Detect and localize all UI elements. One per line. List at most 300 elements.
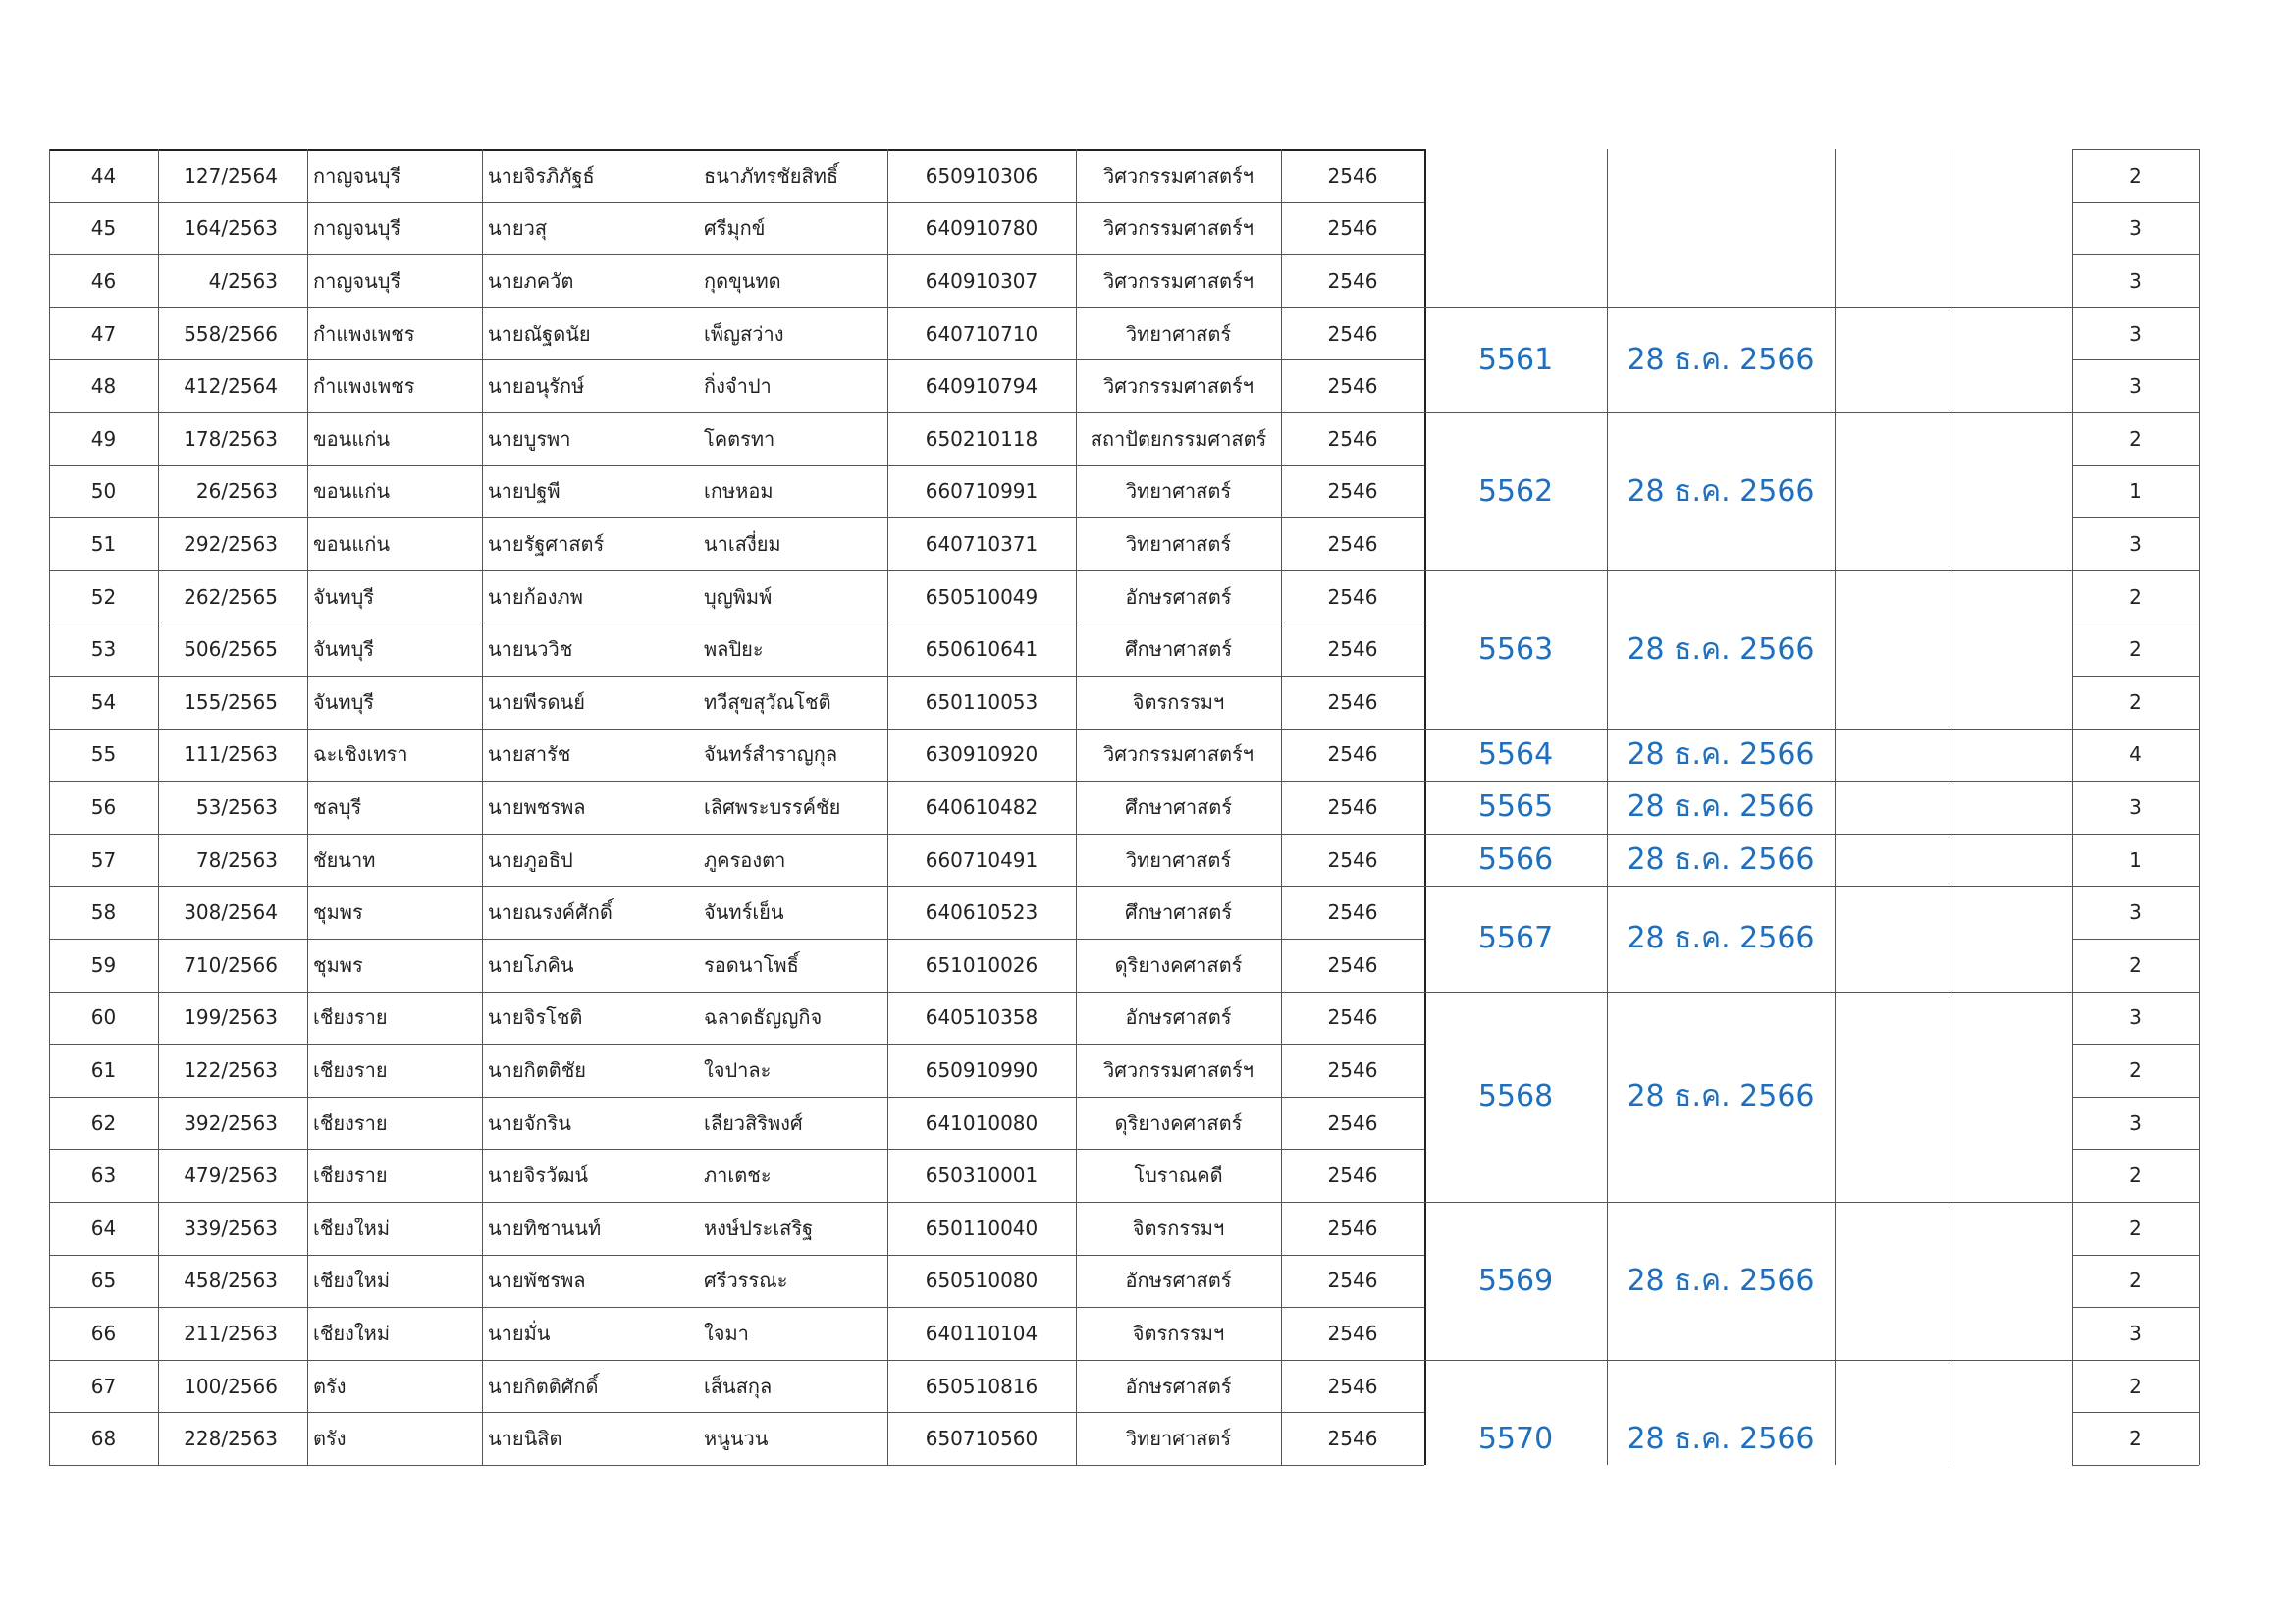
last-name-cell: กิ่งจำปา — [704, 374, 772, 399]
row-number: 49 — [90, 426, 117, 451]
row-line — [2072, 729, 2199, 730]
last-name-cell: ใจปาละ — [704, 1057, 772, 1082]
first-name-cell: นายภูอธิป — [488, 847, 573, 872]
year-cell: 2546 — [1327, 163, 1378, 188]
count-cell: 3 — [2129, 216, 2142, 241]
province-cell: ขอนแก่น — [313, 531, 391, 556]
row-number: 64 — [90, 1216, 117, 1240]
ref-cell: 78/2563 — [195, 847, 278, 872]
province-cell: ชลบุรี — [313, 794, 362, 819]
province-cell: ตรัง — [313, 1427, 347, 1451]
faculty-cell: อักษรศาสตร์ — [1125, 1374, 1232, 1398]
year-cell: 2546 — [1327, 742, 1378, 767]
row-line — [49, 307, 1424, 308]
student-id-cell: 640510358 — [925, 1005, 1039, 1030]
year-cell: 2546 — [1327, 1216, 1378, 1240]
last-name-cell: ศรีวรรณะ — [704, 1269, 788, 1293]
faculty-cell: วิศวกรรมศาสตร์ฯ — [1102, 1057, 1255, 1082]
student-id-cell: 650310001 — [925, 1164, 1039, 1188]
table-top-border — [49, 149, 1424, 151]
year-cell: 2546 — [1327, 1110, 1378, 1135]
row-number: 68 — [90, 1427, 117, 1451]
row-number: 59 — [90, 952, 117, 977]
first-name-cell: นายบูรพา — [488, 426, 571, 451]
student-id-cell: 640910307 — [925, 268, 1039, 293]
row-line — [2072, 1307, 2199, 1308]
faculty-cell: ดุริยางคศาสตร์ — [1114, 952, 1243, 977]
count-cell: 2 — [2129, 1374, 2142, 1398]
faculty-cell: วิทยาศาสตร์ — [1125, 321, 1232, 346]
province-cell: ชัยนาท — [313, 847, 376, 872]
first-name-cell: นายวสุ — [488, 216, 548, 241]
row-line — [2072, 1412, 2199, 1413]
row-line — [49, 729, 1424, 730]
faculty-cell: จิตรกรรมฯ — [1132, 689, 1225, 714]
first-name-cell: นายจิรโชติ — [488, 1005, 583, 1030]
faculty-cell: โบราณคดี — [1134, 1164, 1223, 1188]
column-line — [1835, 149, 1836, 1465]
count-cell: 2 — [2129, 584, 2142, 609]
row-line — [2072, 465, 2199, 466]
province-cell: ชุมพร — [313, 900, 363, 925]
register-number: 5562 — [1477, 473, 1554, 509]
student-id-cell: 650910306 — [925, 163, 1039, 188]
ref-cell: 292/2563 — [184, 531, 278, 556]
student-id-cell: 640710371 — [925, 531, 1039, 556]
last-name-cell: บุญพิมพ์ — [704, 584, 773, 609]
student-id-cell: 641010080 — [925, 1110, 1039, 1135]
year-cell: 2546 — [1327, 847, 1378, 872]
student-id-cell: 640910780 — [925, 216, 1039, 241]
row-number: 44 — [90, 163, 117, 188]
ref-cell: 111/2563 — [184, 742, 278, 767]
row-line — [2072, 359, 2199, 360]
count-cell: 2 — [2129, 637, 2142, 662]
student-id-cell: 640610523 — [925, 900, 1039, 925]
ref-cell: 4/2563 — [208, 268, 278, 293]
student-id-cell: 650710560 — [925, 1427, 1039, 1451]
faculty-cell: อักษรศาสตร์ — [1125, 1005, 1232, 1030]
province-cell: จันทบุรี — [313, 689, 375, 714]
row-line — [2072, 570, 2199, 571]
year-cell: 2546 — [1327, 794, 1378, 819]
count-cell: 2 — [2129, 426, 2142, 451]
group-line — [1424, 1360, 2072, 1361]
register-date: 28 ธ.ค. 2566 — [1627, 736, 1815, 772]
year-cell: 2546 — [1327, 900, 1378, 925]
province-cell: ตรัง — [313, 1374, 347, 1398]
province-cell: ชุมพร — [313, 952, 363, 977]
first-name-cell: นายพชรพล — [488, 794, 586, 819]
row-line — [49, 1465, 1424, 1466]
row-line — [2072, 412, 2199, 413]
column-line — [2072, 149, 2073, 1465]
faculty-cell: ศึกษาศาสตร์ — [1124, 794, 1233, 819]
count-cell: 3 — [2129, 1110, 2142, 1135]
count-cell: 2 — [2129, 952, 2142, 977]
year-cell: 2546 — [1327, 1269, 1378, 1293]
faculty-cell: วิศวกรรมศาสตร์ฯ — [1102, 163, 1255, 188]
count-cell: 2 — [2129, 1216, 2142, 1240]
row-line — [2072, 992, 2199, 993]
ref-cell: 122/2563 — [184, 1057, 278, 1082]
student-id-cell: 650510049 — [925, 584, 1039, 609]
row-line — [49, 254, 1424, 255]
ref-cell: 479/2563 — [184, 1164, 278, 1188]
faculty-cell: วิศวกรรมศาสตร์ฯ — [1102, 742, 1255, 767]
row-line — [2072, 886, 2199, 887]
row-line — [2072, 202, 2199, 203]
student-id-cell: 650210118 — [925, 426, 1039, 451]
first-name-cell: นายสารัช — [488, 742, 571, 767]
first-name-cell: นายภควัต — [488, 268, 574, 293]
row-number: 57 — [90, 847, 117, 872]
row-line — [49, 570, 1424, 571]
faculty-cell: วิศวกรรมศาสตร์ฯ — [1102, 268, 1255, 293]
row-line — [49, 1412, 1424, 1413]
row-number: 66 — [90, 1321, 117, 1345]
province-cell: กาญจนบุรี — [313, 216, 401, 241]
province-cell: เชียงราย — [313, 1110, 388, 1135]
row-line — [49, 1255, 1424, 1256]
ref-cell: 26/2563 — [195, 479, 278, 504]
count-cell: 2 — [2129, 1057, 2142, 1082]
ref-cell: 199/2563 — [184, 1005, 278, 1030]
count-cell: 1 — [2129, 847, 2142, 872]
row-number: 48 — [90, 374, 117, 399]
last-name-cell: เพ็ญสว่าง — [704, 321, 784, 346]
first-name-cell: นายรัฐศาสตร์ — [488, 531, 605, 556]
student-id-cell: 650510080 — [925, 1269, 1039, 1293]
count-cell: 1 — [2129, 479, 2142, 504]
year-cell: 2546 — [1327, 1374, 1378, 1398]
year-cell: 2546 — [1327, 637, 1378, 662]
last-name-cell: ฉลาดธัญญกิจ — [704, 1005, 823, 1030]
register-number: 5568 — [1477, 1079, 1554, 1114]
student-id-cell: 650510816 — [925, 1374, 1039, 1398]
row-line — [49, 1044, 1424, 1045]
row-line — [49, 1097, 1424, 1098]
ref-cell: 127/2564 — [184, 163, 278, 188]
first-name-cell: นายโภคิน — [488, 952, 574, 977]
row-number: 58 — [90, 900, 117, 925]
count-cell: 3 — [2129, 531, 2142, 556]
row-number: 47 — [90, 321, 117, 346]
student-id-cell: 640610482 — [925, 794, 1039, 819]
row-line — [49, 202, 1424, 203]
count-cell: 2 — [2129, 1164, 2142, 1188]
last-name-cell: ศรีมุกข์ — [704, 216, 766, 241]
faculty-cell: สถาปัตยกรรมศาสตร์ — [1090, 426, 1267, 451]
student-id-cell: 640710710 — [925, 321, 1039, 346]
last-name-cell: รอดนาโพธิ์ — [704, 952, 799, 977]
last-name-cell: หงษ์ประเสริฐ — [704, 1216, 814, 1240]
first-name-cell: นายณรงค์ศักดิ์ — [488, 900, 613, 925]
row-line — [2072, 1465, 2199, 1466]
faculty-cell: อักษรศาสตร์ — [1125, 584, 1232, 609]
row-line — [49, 939, 1424, 940]
row-number: 63 — [90, 1164, 117, 1188]
faculty-cell: วิศวกรรมศาสตร์ฯ — [1102, 216, 1255, 241]
ref-cell: 155/2565 — [184, 689, 278, 714]
row-number: 60 — [90, 1005, 117, 1030]
province-cell: กาญจนบุรี — [313, 268, 401, 293]
last-name-cell: จันทร์เย็น — [704, 900, 784, 925]
ref-cell: 339/2563 — [184, 1216, 278, 1240]
province-cell: เชียงใหม่ — [313, 1321, 391, 1345]
count-cell: 2 — [2129, 1427, 2142, 1451]
ref-cell: 558/2566 — [184, 321, 278, 346]
year-cell: 2546 — [1327, 268, 1378, 293]
row-number: 65 — [90, 1269, 117, 1293]
register-date: 28 ธ.ค. 2566 — [1627, 1421, 1815, 1456]
last-name-cell: นาเสงี่ยม — [704, 531, 781, 556]
faculty-cell: จิตรกรรมฯ — [1132, 1216, 1225, 1240]
ref-cell: 53/2563 — [195, 794, 278, 819]
faculty-cell: จิตรกรรมฯ — [1132, 1321, 1225, 1345]
province-cell: ขอนแก่น — [313, 479, 391, 504]
register-number: 5563 — [1477, 631, 1554, 667]
year-cell: 2546 — [1327, 1164, 1378, 1188]
faculty-cell: วิศวกรรมศาสตร์ฯ — [1102, 374, 1255, 399]
row-line — [2072, 1360, 2199, 1361]
last-name-cell: หนูนวน — [704, 1427, 769, 1451]
province-cell: เชียงใหม่ — [313, 1216, 391, 1240]
row-line — [2072, 676, 2199, 677]
register-date: 28 ธ.ค. 2566 — [1627, 631, 1815, 667]
register-number: 5561 — [1477, 342, 1554, 377]
row-line — [49, 517, 1424, 518]
row-line — [2072, 307, 2199, 308]
column-line — [482, 149, 483, 1465]
ref-cell: 308/2564 — [184, 900, 278, 925]
province-cell: กำแพงเพชร — [313, 374, 415, 399]
year-cell: 2546 — [1327, 426, 1378, 451]
first-name-cell: นายจิรภิภัฐธ์ — [488, 163, 595, 188]
row-line — [49, 1149, 1424, 1150]
ref-cell: 228/2563 — [184, 1427, 278, 1451]
row-line — [49, 1360, 1424, 1361]
row-number: 52 — [90, 584, 117, 609]
ref-cell: 211/2563 — [184, 1321, 278, 1345]
row-line — [49, 992, 1424, 993]
register-number: 5564 — [1477, 736, 1554, 772]
year-cell: 2546 — [1327, 689, 1378, 714]
register-date: 28 ธ.ค. 2566 — [1627, 1263, 1815, 1298]
last-name-cell: เลิศพระบรรค์ชัย — [704, 794, 841, 819]
count-cell: 3 — [2129, 794, 2142, 819]
first-name-cell: นายกิตติชัย — [488, 1057, 586, 1082]
year-cell: 2546 — [1327, 479, 1378, 504]
row-line — [2072, 834, 2199, 835]
last-name-cell: เส็นสกุล — [704, 1374, 773, 1398]
row-line — [49, 359, 1424, 360]
row-line — [2072, 1044, 2199, 1045]
row-line — [49, 834, 1424, 835]
column-line — [49, 149, 50, 1465]
count-cell: 3 — [2129, 1321, 2142, 1345]
column-line — [1281, 149, 1282, 1465]
row-number: 61 — [90, 1057, 117, 1082]
register-date: 28 ธ.ค. 2566 — [1627, 921, 1815, 956]
ref-cell: 164/2563 — [184, 216, 278, 241]
ref-cell: 412/2564 — [184, 374, 278, 399]
year-cell: 2546 — [1327, 1427, 1378, 1451]
count-cell: 3 — [2129, 374, 2142, 399]
register-number: 5569 — [1477, 1263, 1554, 1298]
count-cell: 2 — [2129, 163, 2142, 188]
row-line — [2072, 517, 2199, 518]
ref-cell: 506/2565 — [184, 637, 278, 662]
row-line — [49, 465, 1424, 466]
province-cell: จันทบุรี — [313, 637, 375, 662]
first-name-cell: นายมั่น — [488, 1321, 551, 1345]
ref-cell: 100/2566 — [184, 1374, 278, 1398]
row-line — [2072, 254, 2199, 255]
count-cell: 3 — [2129, 1005, 2142, 1030]
first-name-cell: นายพีรดนย์ — [488, 689, 585, 714]
row-line — [49, 1307, 1424, 1308]
row-line — [2072, 149, 2199, 150]
year-cell: 2546 — [1327, 216, 1378, 241]
year-cell: 2546 — [1327, 952, 1378, 977]
last-name-cell: จันทร์สำราญกุล — [704, 742, 838, 767]
last-name-cell: ธนาภัทรชัยสิทธิ์ — [704, 163, 839, 188]
register-number: 5567 — [1477, 921, 1554, 956]
student-id-cell: 630910920 — [925, 742, 1039, 767]
first-name-cell: นายทิชานนท์ — [488, 1216, 602, 1240]
row-number: 56 — [90, 794, 117, 819]
column-line — [887, 149, 888, 1465]
row-number: 67 — [90, 1374, 117, 1398]
register-number: 5566 — [1477, 842, 1554, 878]
row-number: 45 — [90, 216, 117, 241]
faculty-cell: วิทยาศาสตร์ — [1125, 531, 1232, 556]
year-cell: 2546 — [1327, 374, 1378, 399]
register-date: 28 ธ.ค. 2566 — [1627, 1079, 1815, 1114]
year-cell: 2546 — [1327, 1005, 1378, 1030]
count-cell: 3 — [2129, 321, 2142, 346]
row-number: 46 — [90, 268, 117, 293]
faculty-cell: ศึกษาศาสตร์ — [1124, 900, 1233, 925]
column-line — [1076, 149, 1077, 1465]
column-line — [2199, 149, 2200, 1465]
ref-cell: 262/2565 — [184, 584, 278, 609]
count-cell: 4 — [2129, 742, 2142, 767]
register-date: 28 ธ.ค. 2566 — [1627, 473, 1815, 509]
last-name-cell: ใจมา — [704, 1321, 749, 1345]
student-id-cell: 640910794 — [925, 374, 1039, 399]
faculty-cell: วิทยาศาสตร์ — [1125, 479, 1232, 504]
first-name-cell: นายกิตติศักดิ์ — [488, 1374, 599, 1398]
faculty-cell: อักษรศาสตร์ — [1125, 1269, 1232, 1293]
province-cell: เชียงราย — [313, 1057, 388, 1082]
count-cell: 2 — [2129, 1269, 2142, 1293]
year-cell: 2546 — [1327, 531, 1378, 556]
student-id-cell: 650110053 — [925, 689, 1039, 714]
count-cell: 3 — [2129, 900, 2142, 925]
first-name-cell: นายจิรวัฒน์ — [488, 1164, 589, 1188]
year-cell: 2546 — [1327, 1057, 1378, 1082]
ref-cell: 710/2566 — [184, 952, 278, 977]
faculty-cell: ดุริยางคศาสตร์ — [1114, 1110, 1243, 1135]
row-line — [2072, 1255, 2199, 1256]
year-cell: 2546 — [1327, 584, 1378, 609]
row-line — [2072, 781, 2199, 782]
ref-cell: 392/2563 — [184, 1110, 278, 1135]
row-number: 54 — [90, 689, 117, 714]
count-cell: 3 — [2129, 268, 2142, 293]
last-name-cell: พลปิยะ — [704, 637, 764, 662]
count-cell: 2 — [2129, 689, 2142, 714]
register-number: 5570 — [1477, 1421, 1554, 1456]
row-line — [49, 676, 1424, 677]
row-number: 62 — [90, 1110, 117, 1135]
student-id-cell: 651010026 — [925, 952, 1039, 977]
province-cell: เชียงใหม่ — [313, 1269, 391, 1293]
first-name-cell: นายพัชรพล — [488, 1269, 586, 1293]
province-cell: ขอนแก่น — [313, 426, 391, 451]
last-name-cell: ภาเตชะ — [704, 1164, 772, 1188]
register-date: 28 ธ.ค. 2566 — [1627, 842, 1815, 878]
register-date: 28 ธ.ค. 2566 — [1627, 342, 1815, 377]
ref-cell: 458/2563 — [184, 1269, 278, 1293]
last-name-cell: กุดขุนทด — [704, 268, 781, 293]
row-line — [49, 886, 1424, 887]
row-number: 51 — [90, 531, 117, 556]
first-name-cell: นายจักริน — [488, 1110, 571, 1135]
province-cell: จันทบุรี — [313, 584, 375, 609]
first-name-cell: นายณัฐดนัย — [488, 321, 591, 346]
province-cell: กำแพงเพชร — [313, 321, 415, 346]
last-name-cell: ภูครองตา — [704, 847, 786, 872]
last-name-cell: โคตรทา — [704, 426, 775, 451]
student-id-cell: 660710491 — [925, 847, 1039, 872]
row-number: 55 — [90, 742, 117, 767]
first-name-cell: นายนววิช — [488, 637, 573, 662]
ref-cell: 178/2563 — [184, 426, 278, 451]
province-cell: เชียงราย — [313, 1164, 388, 1188]
province-cell: ฉะเชิงเทรา — [313, 742, 408, 767]
register-number: 5565 — [1477, 789, 1554, 825]
student-id-cell: 650910990 — [925, 1057, 1039, 1082]
column-line — [158, 149, 159, 1465]
student-id-cell: 650610641 — [925, 637, 1039, 662]
student-id-cell: 640110104 — [925, 1321, 1039, 1345]
last-name-cell: เกษหอม — [704, 479, 774, 504]
row-line — [49, 781, 1424, 782]
row-number: 50 — [90, 479, 117, 504]
province-cell: เชียงราย — [313, 1005, 388, 1030]
row-number: 53 — [90, 637, 117, 662]
row-line — [2072, 1202, 2199, 1203]
first-name-cell: นายก้องภพ — [488, 584, 583, 609]
province-cell: กาญจนบุรี — [313, 163, 401, 188]
year-cell: 2546 — [1327, 321, 1378, 346]
row-line — [49, 412, 1424, 413]
faculty-cell: วิทยาศาสตร์ — [1125, 847, 1232, 872]
row-line — [2072, 1149, 2199, 1150]
row-line — [2072, 939, 2199, 940]
column-line — [307, 149, 308, 1465]
row-line — [2072, 1097, 2199, 1098]
register-date: 28 ธ.ค. 2566 — [1627, 789, 1815, 825]
faculty-cell: วิทยาศาสตร์ — [1125, 1427, 1232, 1451]
first-name-cell: นายนิสิต — [488, 1427, 562, 1451]
student-id-cell: 660710991 — [925, 479, 1039, 504]
faculty-cell: ศึกษาศาสตร์ — [1124, 637, 1233, 662]
row-line — [49, 1202, 1424, 1203]
